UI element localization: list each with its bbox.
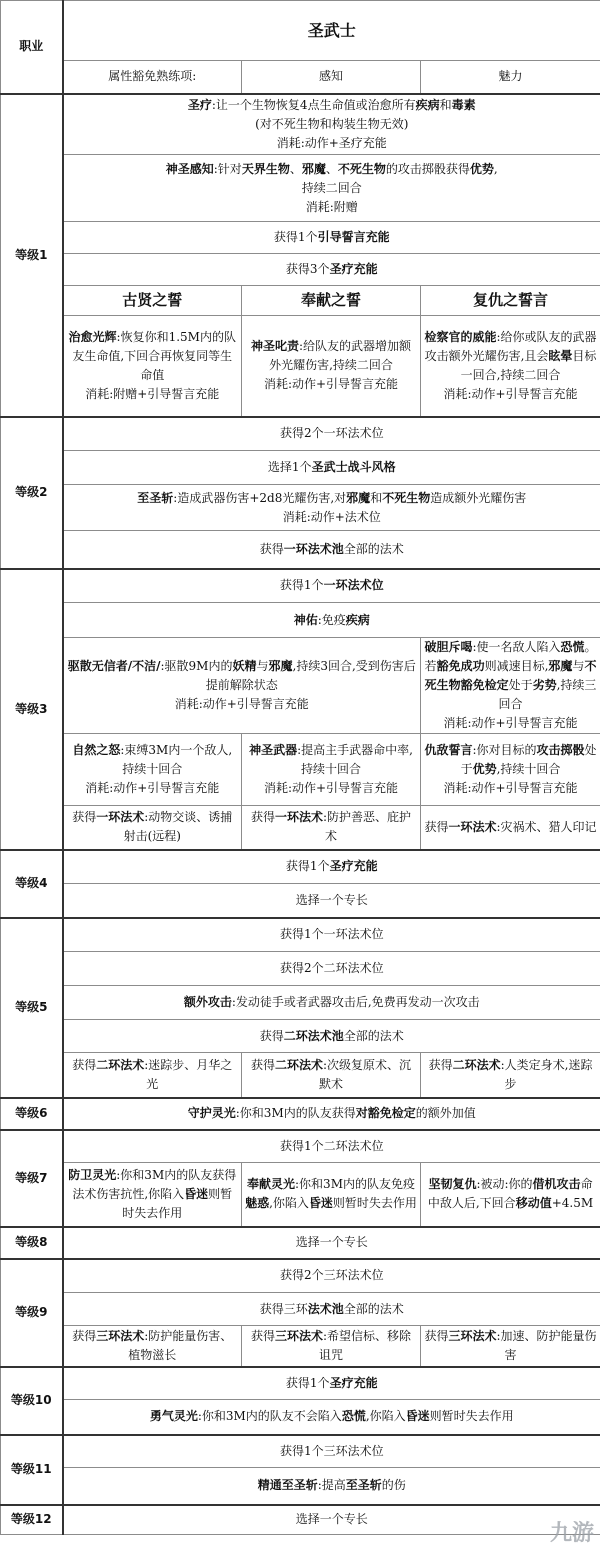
- sacred-weapon-cost: 消耗:动作+引导誓言充能: [263, 781, 399, 795]
- improved-smite-text-2: 的伤: [381, 1478, 406, 1493]
- kw-fiend: 邪魔: [301, 161, 326, 176]
- kw-lay-charges: 圣疗充能: [329, 262, 378, 276]
- turn-the-unholy: [63, 638, 421, 734]
- kw-spell-pool: 二环法术池: [283, 1028, 344, 1043]
- inquisitors-might-cost: 消耗:动作+引导誓言充能: [443, 386, 578, 401]
- kw-spell: 二环法术: [452, 1057, 501, 1072]
- sep: 和: [370, 490, 383, 505]
- gain-prefix: 获得: [250, 1328, 275, 1343]
- kw-slot: 一环法术位: [323, 578, 384, 593]
- sacred-weapon-rebuke: [242, 316, 421, 417]
- aura-protection-name: 守护灵光: [187, 1106, 236, 1120]
- oath-spells-ancients-2: [63, 1053, 242, 1098]
- level-8-label: 等级8: [1, 1227, 63, 1259]
- inquisitors-might-text-2: 目标一回合,持续二回合: [460, 348, 597, 382]
- abjure-text: :使一名敌人陷入: [472, 640, 561, 654]
- kw-fiend: 邪魔: [548, 659, 573, 673]
- relentless-text-3: +4.5M: [551, 1196, 594, 1211]
- aura-of-devotion: [242, 1163, 421, 1227]
- lay-on-hands-text: :让一个生物恢复4点生命值或治愈所有: [211, 97, 416, 112]
- gain-prefix: 获得三环: [259, 1301, 308, 1316]
- divine-smite: [63, 485, 600, 531]
- spell-list: :人类定身术,迷踪步: [500, 1057, 593, 1091]
- kw-advantage: 优势: [472, 762, 497, 776]
- gain-suffix: 全部的法术: [343, 1301, 404, 1316]
- divine-health-name: 神佑: [293, 612, 318, 627]
- aura-courage-text-2: 则暂时失去作用: [429, 1409, 514, 1424]
- gain-suffix: 全部的法术: [343, 541, 404, 556]
- abjure-text-2: 则减速目标,: [484, 659, 549, 673]
- lay-on-hands-cost: 消耗:动作+圣疗充能: [276, 135, 387, 150]
- level-4-label: 等级4: [1, 850, 63, 918]
- kw-spell: 一环法术: [274, 810, 323, 825]
- oath-spells-devotion-2: [242, 1053, 421, 1098]
- oath-spells-ancients-1: [63, 806, 242, 850]
- kw-poison: 毒素: [451, 97, 476, 112]
- gain-prefix: 获得: [72, 1057, 97, 1072]
- relentless-text: :被动:你的: [476, 1177, 533, 1192]
- level-9-label: 等级9: [1, 1259, 63, 1367]
- kw-saving-throw: 对豁免检定: [355, 1106, 416, 1120]
- gain-prefix: 获得1个: [279, 578, 324, 593]
- spell-list: :希望信标、移除诅咒: [318, 1328, 412, 1362]
- kw-spell: 一环法术: [96, 810, 145, 825]
- kw-opportunity-attack: 借机攻击: [532, 1177, 581, 1192]
- spell-list: :灾祸术、猎人印记: [496, 819, 597, 834]
- kw-spell: 一环法术: [448, 819, 497, 834]
- oath-ancients: 古贤之誓: [63, 286, 242, 316]
- vow-cost: 消耗:动作+引导誓言充能: [443, 781, 578, 795]
- kw-undead: 不死生物: [382, 490, 431, 505]
- aura-protection-text: :你和3M内的队友获得: [235, 1106, 356, 1120]
- oath-devotion: 奉献之誓: [242, 286, 421, 316]
- healing-radiance: [63, 316, 242, 417]
- relentless-avenger-name: 坚韧复仇: [428, 1177, 477, 1192]
- kw-fear: 恐慌: [560, 640, 585, 654]
- kw-spell: 三环法术: [448, 1328, 497, 1343]
- healing-radiance-cost: 消耗:附赠+引导誓言充能: [85, 386, 220, 401]
- kw-channel-oath: 引导誓言充能: [317, 230, 390, 244]
- gain-prefix: 获得3个: [285, 262, 330, 276]
- oath-spells-vengeance-1: [421, 806, 600, 850]
- aura-warding-name: 防卫灵光: [68, 1167, 117, 1182]
- gain-lay-charges: [63, 254, 600, 286]
- kw-disease: 疾病: [415, 97, 440, 112]
- sep: 与: [572, 659, 585, 673]
- gain-slots-l2: 获得2个二环法术位: [63, 952, 600, 986]
- kw-unconscious: 昏迷: [308, 1196, 333, 1211]
- gain-suffix: 全部的法术: [343, 1028, 404, 1043]
- gain-prefix: 获得: [424, 1328, 449, 1343]
- gain-prefix: 获得: [250, 810, 275, 825]
- level-3-label: 等级3: [1, 569, 63, 850]
- gain-prefix: 获得: [72, 1328, 97, 1343]
- divine-smite-text-2: 造成额外光耀伤害: [430, 490, 527, 505]
- natures-wrath-text: :束缚3M内一个敌人,持续十回合: [120, 743, 233, 776]
- vow-of-enmity-name: 仇敌誓言: [424, 743, 473, 757]
- aura-devotion-text: :你和3M内的队友免疫: [295, 1177, 415, 1192]
- vow-text-2: ,持续十回合: [496, 762, 561, 776]
- sep: 处于: [508, 678, 533, 692]
- natures-wrath-cost: 消耗:动作+引导誓言充能: [85, 781, 220, 795]
- level-10-label: 等级10: [1, 1367, 63, 1435]
- natures-wrath-name: 自然之怒: [72, 743, 121, 757]
- save-charisma: 魅力: [421, 61, 600, 94]
- gain-prefix: 获得1个: [285, 1375, 330, 1390]
- kw-attack-roll: 攻击掷骰: [536, 743, 585, 757]
- divine-health: [63, 603, 600, 638]
- divine-health-text: :免疫: [317, 612, 346, 627]
- abjure-cost: 消耗:动作+引导誓言充能: [443, 716, 578, 730]
- level-5-label: 等级5: [1, 918, 63, 1098]
- kw-undead: 不死生物: [337, 161, 386, 176]
- level-6-label: 等级6: [1, 1098, 63, 1130]
- turn-unholy-text-2: ,持续3回合,受到伤害后提前解除状态: [205, 659, 416, 692]
- sep: 与: [256, 659, 269, 673]
- improved-smite-name: 精通至圣斩: [257, 1478, 318, 1493]
- level-2-label: 等级2: [1, 417, 63, 569]
- oath-vengeance: 复仇之誓言: [421, 286, 600, 316]
- save-proficiency-label: 属性豁免熟练项:: [63, 61, 242, 94]
- spell-list: :动物交谈、诱捕射击(远程): [123, 810, 233, 844]
- choose-feat: 选择一个专长: [63, 1227, 600, 1259]
- oath-spells-devotion-3: [242, 1326, 421, 1367]
- kw-fiend: 邪魔: [346, 490, 371, 505]
- holy-rebuke-cost: 消耗:动作+引导誓言充能: [263, 377, 399, 392]
- oath-spells-vengeance-3: [421, 1326, 600, 1367]
- kw-fighting-style: 圣武士战斗风格: [311, 460, 396, 474]
- aura-devotion-name: 奉献灵光: [247, 1177, 296, 1192]
- kw-spell-pool: 一环法术池: [283, 541, 344, 556]
- kw-spell: 二环法术: [96, 1057, 145, 1072]
- sep: 、: [325, 161, 338, 176]
- gain-lay-charge: [63, 850, 600, 884]
- lay-on-hands-name: 圣疗: [187, 97, 212, 112]
- kw-divine-smite: 至圣斩: [345, 1478, 382, 1493]
- gain-spell-pool-l2: [63, 1020, 600, 1053]
- kw-spell: 二环法术: [274, 1057, 323, 1072]
- healing-radiance-text: :恢复你和1.5M内的队友生命值,下回合再恢复同等生命值: [72, 329, 236, 382]
- kw-celestial: 天界生物: [241, 161, 290, 176]
- sep: 。若: [424, 640, 597, 673]
- aura-of-warding: [63, 1163, 242, 1227]
- gain-slots-l1: 获得2个一环法术位: [63, 417, 600, 451]
- relentless-avenger: [421, 1163, 600, 1227]
- gain-prefix: 获得: [428, 1057, 453, 1072]
- kw-movement: 移动值: [515, 1196, 552, 1211]
- kw-spell-pool: 法术池: [307, 1301, 344, 1316]
- spell-list: :次级复原术、沉默术: [318, 1057, 412, 1091]
- kw-fey: 妖精: [232, 659, 257, 673]
- improved-smite-text: :提高: [317, 1478, 346, 1493]
- divine-smite-text: :造成武器伤害+2d8光耀伤害,对: [173, 490, 347, 505]
- gain-prefix: 获得: [72, 810, 97, 825]
- aura-warding-text-2: 则暂时失去作用: [122, 1186, 233, 1220]
- choose-feat: 选择一个专长: [63, 884, 600, 918]
- kw-spell: 三环法术: [96, 1328, 145, 1343]
- aura-courage-name: 勇气灵光: [149, 1409, 198, 1424]
- turn-unholy-text: :驱散9M内的: [160, 659, 233, 673]
- divine-sense-cost: 消耗:附赠: [305, 199, 358, 214]
- gain-spell-pool-l1: [63, 531, 600, 569]
- level-12-label: 等级12: [1, 1505, 63, 1535]
- choose-feat: 选择一个专长: [63, 1505, 600, 1535]
- aura-warding-text: :你和3M内的队友获得法术伤害抗性,你陷入: [72, 1167, 237, 1201]
- sep: ,: [493, 161, 498, 176]
- divine-sense-duration: 持续二回合: [301, 180, 362, 195]
- lay-on-hands-and: 和: [439, 97, 452, 112]
- gain-spell-pool-l3: [63, 1293, 600, 1326]
- spell-list: :迷踪步、月华之光: [144, 1057, 233, 1091]
- kw-unconscious: 昏迷: [184, 1186, 209, 1201]
- relentless-text-2: 命中敌人后,下回合: [427, 1177, 593, 1211]
- oath-spells-devotion-1: [242, 806, 421, 850]
- gain-slot-l1: 获得1个一环法术位: [63, 918, 600, 952]
- divine-sense-text: :针对: [213, 161, 242, 176]
- lay-on-hands: [63, 94, 600, 155]
- abjure-enemy: [421, 638, 600, 734]
- gain-slot-l1: [63, 569, 600, 603]
- aura-of-protection: [63, 1098, 600, 1130]
- kw-unconscious: 昏迷: [405, 1409, 430, 1424]
- divine-sense-name: 神圣感知: [165, 161, 214, 176]
- turn-unholy-cost: 消耗:动作+引导誓言充能: [174, 697, 309, 711]
- sacred-weapon-text: :提高主手武器命中率,持续十回合: [297, 743, 413, 776]
- aura-of-courage: [63, 1400, 600, 1435]
- save-wisdom: 感知: [242, 61, 421, 94]
- gain-lay-charge: [63, 1367, 600, 1400]
- kw-save-success: 豁免成功: [436, 659, 485, 673]
- divine-smite-cost: 消耗:动作+法术位: [282, 509, 381, 524]
- level-7-label: 等级7: [1, 1130, 63, 1227]
- watermark-logo: 九游: [549, 1521, 594, 1546]
- holy-rebuke-text: :给队友的武器增加额外光耀伤害,持续二回合: [269, 339, 412, 373]
- kw-fear: 恐慌: [341, 1409, 366, 1424]
- vow-of-enmity: [421, 734, 600, 806]
- choose-fighting-style: [63, 451, 600, 485]
- level-1-label: 等级1: [1, 94, 63, 417]
- spell-list: :加速、防护能量伤害: [496, 1328, 597, 1362]
- divine-sense: [63, 155, 600, 222]
- extra-attack-text: :发动徒手或者武器攻击后,免费再发动一次攻击: [231, 995, 480, 1009]
- spell-list: :防护能量伤害、植物滋长: [128, 1328, 233, 1362]
- divine-sense-text-2: 的攻击掷骰获得: [385, 161, 470, 176]
- gain-slot-l3: 获得1个三环法术位: [63, 1435, 600, 1468]
- aura-protection-text-2: 的额外加值: [415, 1106, 476, 1120]
- healing-radiance-name: 治愈光辉: [68, 329, 117, 344]
- gain-channel-oath: [63, 222, 600, 254]
- extra-attack: [63, 986, 600, 1020]
- natures-wrath: [63, 734, 242, 806]
- extra-attack-name: 额外攻击: [183, 995, 232, 1009]
- turn-unholy-name: 驱散无信者/不洁/: [67, 659, 161, 673]
- inquisitors-might: [421, 316, 600, 417]
- spell-list: :防护善恶、庇护术: [322, 810, 412, 844]
- kw-disease: 疾病: [345, 612, 370, 627]
- inquisitors-might-name: 检察官的威能: [424, 329, 497, 344]
- aura-devotion-text-2: 则暂时失去作用: [332, 1196, 417, 1211]
- sep: 、: [289, 161, 302, 176]
- oath-spells-vengeance-2: [421, 1053, 600, 1098]
- choose-prefix: 选择1个: [267, 460, 312, 474]
- kw-advantage: 优势: [469, 161, 494, 176]
- inquisitors-might-text: :给你或队友的武器攻击额外光耀伤害,且会: [424, 329, 597, 363]
- sep: ,你陷入: [269, 1196, 309, 1211]
- sep: 处于: [460, 743, 597, 776]
- sacred-weapon-name: 神圣武器: [249, 743, 298, 757]
- gain-slot-l2: 获得1个二环法术位: [63, 1130, 600, 1163]
- improved-divine-smite: [63, 1468, 600, 1505]
- gain-prefix: 获得1个: [273, 230, 318, 244]
- kw-lay-charges: 圣疗充能: [329, 859, 378, 874]
- gain-slots-l3: 获得2个三环法术位: [63, 1259, 600, 1293]
- level-11-label: 等级11: [1, 1435, 63, 1505]
- gain-prefix: 获得: [259, 541, 284, 556]
- sep: ,你陷入: [365, 1409, 406, 1424]
- vow-text: :你对目标的: [472, 743, 537, 757]
- divine-smite-name: 至圣斩: [137, 490, 174, 505]
- oath-spells-ancients-3: [63, 1326, 242, 1367]
- kw-charm: 魅惑: [245, 1196, 270, 1211]
- abjure-name: 破胆斥喝: [424, 640, 473, 654]
- kw-undead-save: 不死生物豁免检定: [424, 659, 597, 692]
- gain-prefix: 获得1个: [285, 859, 330, 874]
- kw-lay-charges: 圣疗充能: [329, 1375, 378, 1390]
- class-name: 圣武士: [63, 1, 600, 61]
- lay-on-hands-note: (对不死生物和构装生物无效): [255, 116, 409, 131]
- sacred-weapon: [242, 734, 421, 806]
- gain-prefix: 获得: [259, 1028, 284, 1043]
- kw-fiend: 邪魔: [268, 659, 293, 673]
- kw-spell: 三环法术: [274, 1328, 323, 1343]
- class-label: 职业: [1, 1, 63, 94]
- gain-prefix: 获得: [424, 819, 449, 834]
- aura-courage-text: :你和3M内的队友不会陷入: [197, 1409, 342, 1424]
- abjure-text-3: ,持续三回合: [498, 678, 597, 711]
- gain-prefix: 获得: [250, 1057, 275, 1072]
- kw-disadvantage: 劣势: [532, 678, 557, 692]
- kw-dazed: 眩晕: [548, 348, 573, 363]
- holy-rebuke-name: 神圣叱责: [250, 339, 299, 354]
